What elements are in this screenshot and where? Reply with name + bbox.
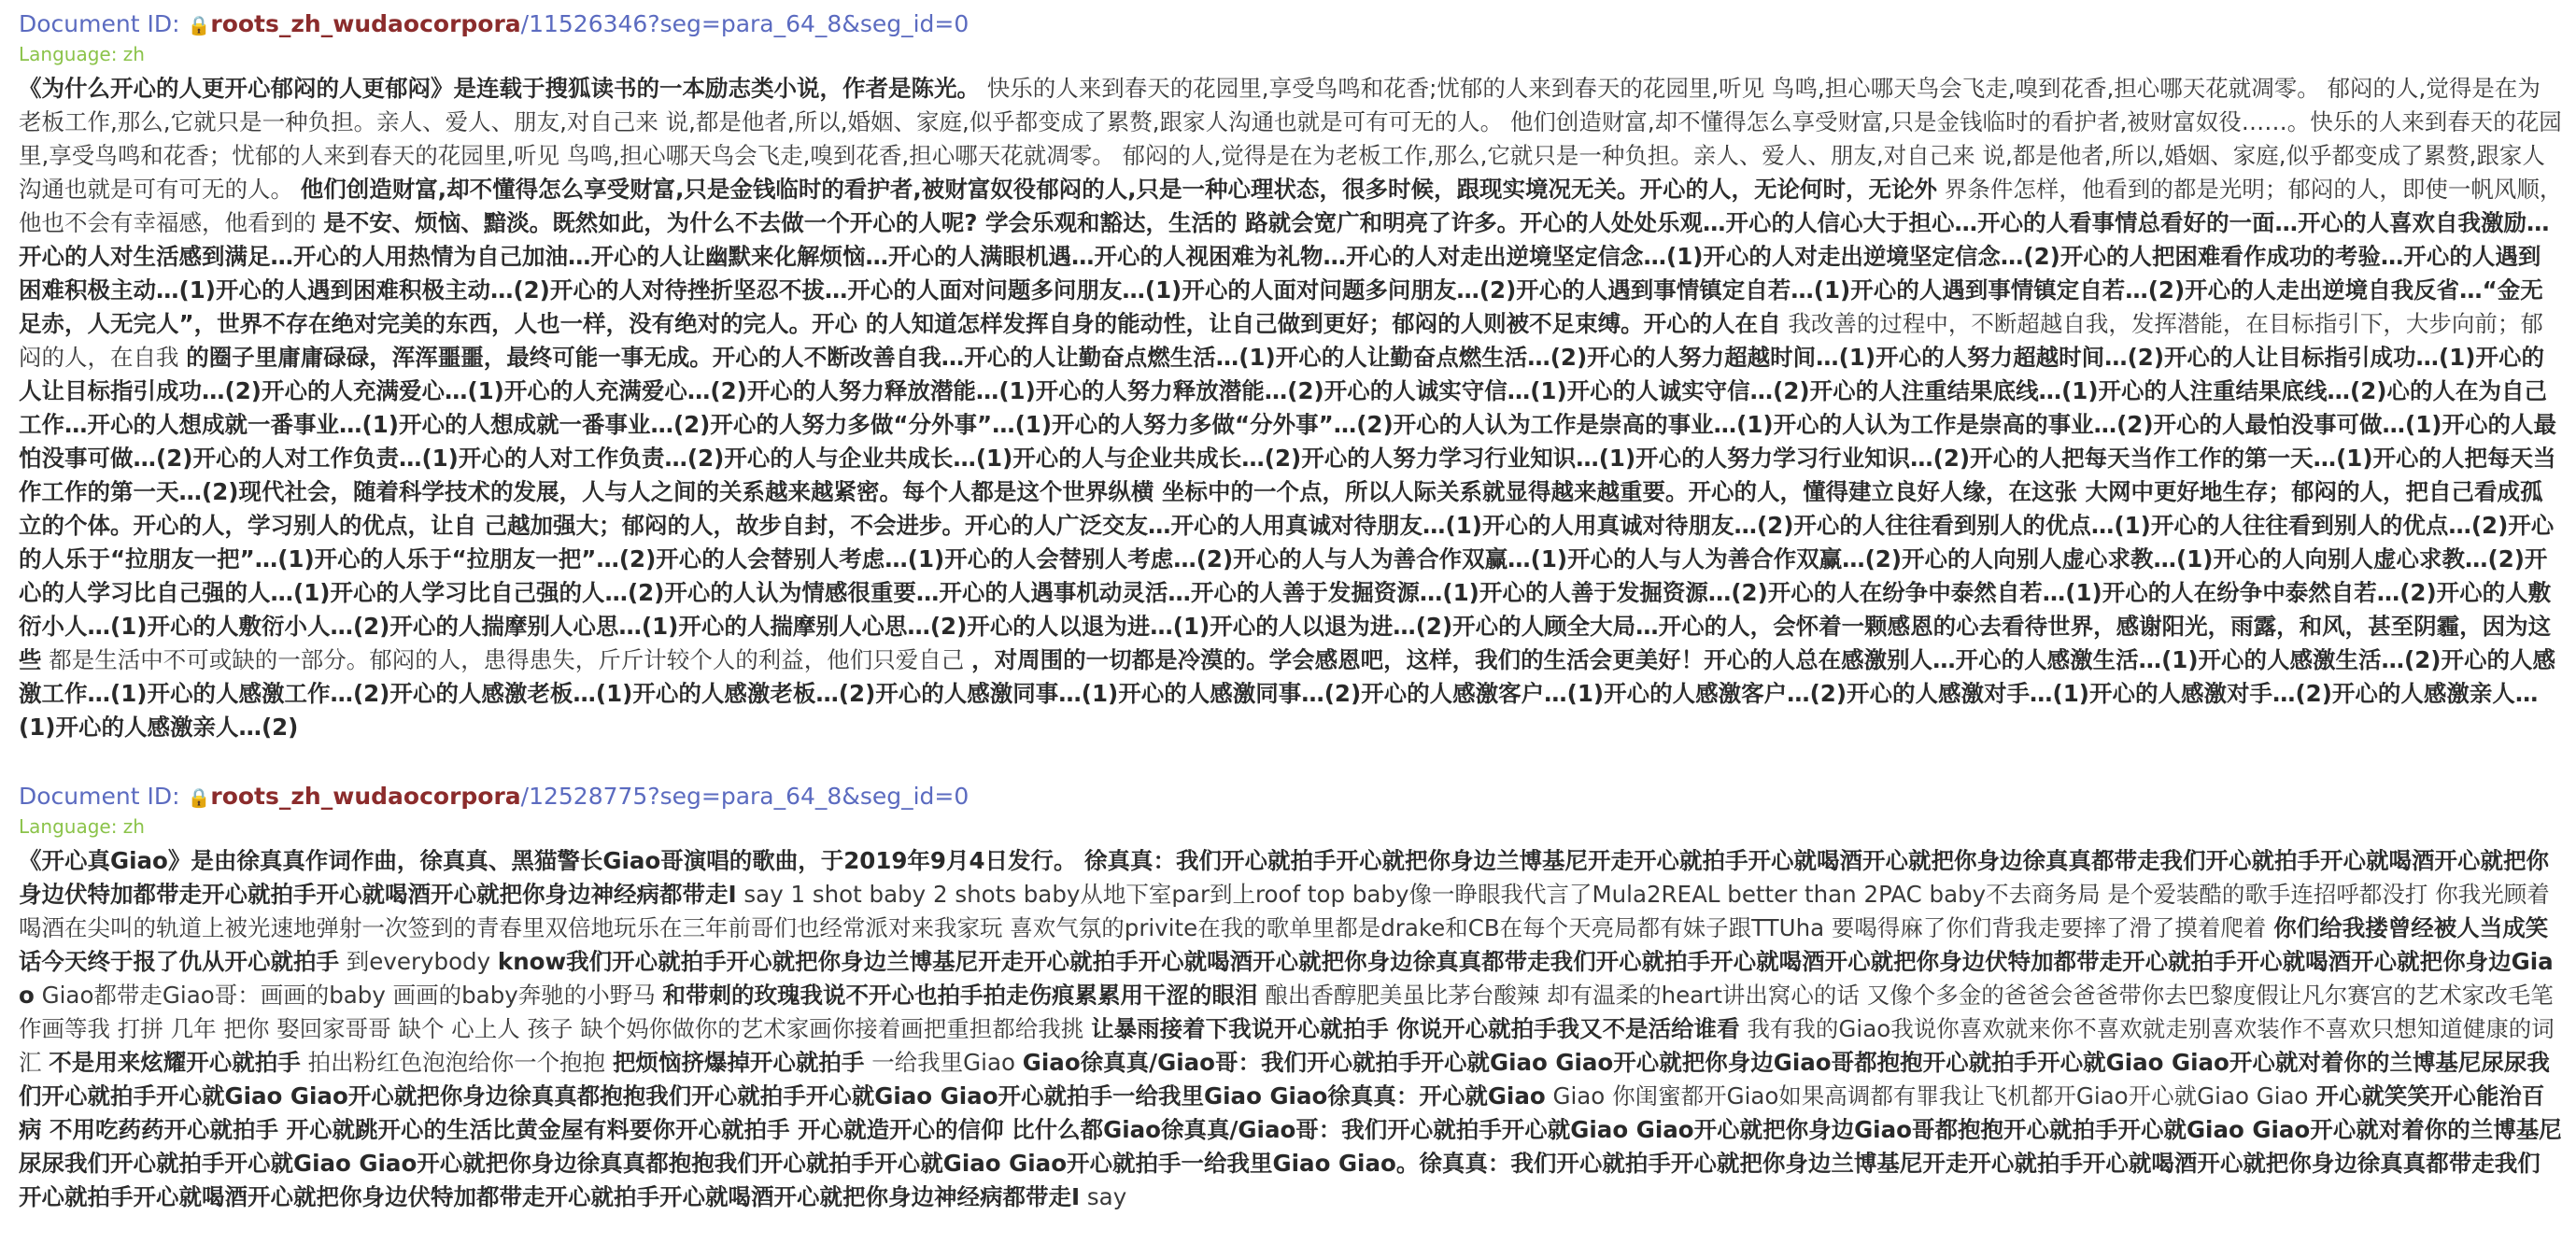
snippet-text: 一给我里Giao — [871, 1049, 1015, 1076]
document-snippet — [19, 72, 2563, 744]
snippet-text: 到everybody — [346, 948, 491, 975]
highlighted-text: 你们给我搂曾经被人当成笑话今天终于报了仇从开心就拍手 — [19, 914, 2549, 975]
snippet-text: 界条件怎样，他看到的都是光明；郁闷的人，即使一帆风顺，他也不会有幸福感，他看到的 — [19, 176, 2563, 236]
highlighted-text: 把烦恼挤爆掉开心就拍手 — [612, 1049, 865, 1076]
result-item — [19, 9, 2563, 744]
lock-icon: 🔒 — [187, 14, 211, 36]
snippet-text: say 1 shot baby 2 shots baby从地下室par到上roof top baby像一睁眼我代言了Mula2REAL better than 2PAC baby不去商务局 是个爱装酷的歌手连招呼都没打 你我光顾着喝酒在尖叫的轨道上被光速地弹射一次签到的青春里双倍地玩乐在三年前哥们也经常派对来我家玩 喜欢气氛的privite在我的歌单里都是drake和CB在每个天亮局都有妹子跟TTUha 要喝得麻了你们背我走要摔了滑了摸着爬着 — [19, 881, 2550, 941]
document-id-line — [19, 782, 2563, 813]
snippet-text: 快乐的人来到春天的花园里,享受鸟鸣和花香;忧郁的人来到春天的花园里,听见 鸟鸣,担心哪天鸟会飞走,嗅到花香,担心哪天花就凋零。 郁闷的人,觉得是在为老板工作,那么,它就只是一种负担。亲人、爱人、朋友,对自己来 说,都是他者,所以,婚姻、家庭,似乎都变成了累赘,跟家人沟通也就是可有可无的人。 他们创造财富,却不懂得怎么享受财富,只是金钱临时的看护者,被财富奴役……。快乐的人来到春天的花园里,享受鸟鸣和花香；忧郁的人来到春天的花园里,听见 鸟鸣,担心哪天鸟会飞走,嗅到花香,担心哪天花就凋零。 郁闷的人,觉得是在为老板工作,那么,它就只是一种负担。亲人、爱人、朋友,对自己来 说,都是他者,所以,婚姻、家庭,似乎都变成了累赘,跟家人沟通也就是可有可无的人。 — [19, 75, 2562, 203]
highlighted-text: 《为什么开心的人更开心郁闷的人更郁闷》是连载于搜狐读书的一本励志类小说，作者是陈光。 — [19, 75, 980, 102]
corpus-name: roots_zh_wudaocorpora — [210, 783, 521, 810]
lock-icon: 🔒 — [187, 786, 211, 809]
snippet-text: 我改善的过程中，不断超越自我，发挥潜能，在目标指引下，大步向前；郁闷的人，在自我 — [19, 310, 2543, 371]
document-link[interactable]: /12528775?seg=para_64_8&seg_id=0 — [520, 783, 970, 810]
snippet-text: 都是生活中不可或缺的一部分。郁闷的人，患得患失，斤斤计较个人的利益，他们只爱自己 — [49, 646, 965, 673]
highlighted-text: 《开心真Giao》是由徐真真作词作曲，徐真真、黑猫警长Giao哥演唱的歌曲，于2019年9月4日发行。 徐真真：我们开心就拍手开心就把你身边兰博基尼开走开心就拍手开心就喝酒开心就把你身边徐真真都带走我们开心就拍手开心就喝酒开心就把你身边伏特加都带走开心就拍手开心就喝酒开心就把你身边神经病都带走I — [19, 847, 2550, 908]
document-id-label: Document ID: — [19, 10, 180, 37]
result-item — [19, 782, 2563, 1214]
highlighted-text: 的圈子里庸庸碌碌，浑浑噩噩，最终可能一事无成。开心的人不断改善自我…开心的人让勤奋点燃生活…(1)开心的人让勤奋点燃生活…(2)开心的人努力超越时间…(1)开心的人努力超越时间…(2)开心的人让目标指引成功…(1)开心的人让目标指引成功…(2)开心的人充满爱心…(1)开心的人充满爱心…(2)开心的人努力释放潜能…(1)开心的人努力释放潜能…(2)开心的人诚实守信…(1)开心的人诚实守信…(2)开心的人注重结果底线…(1)开心的人注重结果底线…(2)心的人在为自己工作…开心的人想成就一番事业…(1)开心的人想成就一番事业…(2)开心的人努力多做“分外事”…(1)开心的人努力多做“分外事”…(2)开心的人认为工作是崇高的事业…(1)开心的人认为工作是崇高的事业…(2)开心的人最怕没事可做…(1)开心的人最怕没事可做…(2)开心的人对工作负责…(1)开心的人对工作负责…(2)开心的人与企业共成长…(1)开心的人与企业共成长…(2)开心的人努力学习行业知识…(1)开心的人努力学习行业知识…(2)开心的人把每天当作工作的第一天…(1)开心的人把每天当作工作的第一天…(2)现代社会，随着科学技术的发展，人与人之间的关系越来越紧密。每个人都是这个世界纵横 坐标中的一个点，所以人际关系就显得越来越重要。开心的人，懂得建立良好人缘，在这张 大网中更好地生存；郁闷的人，把自己看成孤立的个体。开心的人，学习别人的优点，让自 己越加强大；郁闷的人，故步自封，不会进步。开心的人广泛交友…开心的人用真诚对待朋友…(1)开心的人用真诚对待朋友…(2)开心的人往往看到别人的优点…(1)开心的人往往看到别人的优点…(2)开心的人乐于“拉朋友一把”…(1)开心的人乐于“拉朋友一把”…(2)开心的人会替别人考虑…(1)开心的人会替别人考虑…(2)开心的人与人为善合作双赢…(1)开心的人与人为善合作双赢…(2)开心的人向别人虚心求教…(1)开心的人向别人虚心求教…(2)开心的人学习比自己强的人…(1)开心的人学习比自己强的人…(2)开心的人认为情感很重要…开心的人遇事机动灵活…开心的人善于发掘资源…(1)开心的人善于发掘资源…(2)开心的人在纷争中泰然自若…(1)开心的人在纷争中泰然自若…(2)开心的人敷衍小人…(1)开心的人敷衍小人…(2)开心的人揣摩别人心思…(1)开心的人揣摩别人心思…(2)开心的人以退为进…(1)开心的人以退为进…(2)开心的人顾全大局…开心的人，会怀着一颗感恩的心去看待世界，感谢阳光，雨露，和风，甚至阴霾，因为这些 — [19, 344, 2556, 673]
highlighted-text: 和带刺的玫瑰我说不开心也拍手拍走伤痕累累用干涩的眼泪 — [662, 982, 1258, 1009]
snippet-text: Giao 你闺蜜都开Giao如果高调都有罪我让飞机都开Giao开心就Giao Giao — [1552, 1082, 2309, 1110]
document-id-label: Document ID: — [19, 783, 180, 810]
highlighted-text: ，对周围的一切都是冷漠的。学会感恩吧，这样，我们的生活会更美好！开心的人总在感激别人…开心的人感激生活…(1)开心的人感激生活…(2)开心的人感激工作…(1)开心的人感激工作…(2)开心的人感激老板…(1)开心的人感激老板…(2)开心的人感激同事…(1)开心的人感激同事…(2)开心的人感激客户…(1)开心的人感激客户…(2)开心的人感激对手…(1)开心的人感激对手…(2)开心的人感激亲人…(1)开心的人感激亲人…(2) — [19, 646, 2555, 741]
snippet-text: say — [1086, 1183, 1127, 1210]
highlighted-text: 是不安、烦恼、黯淡。既然如此，为什么不去做一个开心的人呢? 学会乐观和豁达，生活的 路就会宽广和明亮了许多。开心的人处处乐观…开心的人信心大于担心…开心的人看事情总看好的一面…开心的人喜欢自我激励…开心的人对生活感到满足…开心的人用热情为自己加油…开心的人让幽默来化解烦恼…开心的人满眼机遇…开心的人视困难为礼物…开心的人对走出逆境坚定信念…(1)开心的人对走出逆境坚定信念…(2)开心的人把困难看作成功的考验…开心的人遇到困难积极主动…(1)开心的人遇到困难积极主动…(2)开心的人对待挫折坚忍不拔…开心的人面对问题多问朋友…(1)开心的人面对问题多问朋友…(2)开心的人遇到事情镇定自若…(1)开心的人遇到事情镇定自若…(2)开心的人走出逆境自我反省…“金无足赤，人无完人”，世界不存在绝对完美的东西，人也一样，没有绝对的完人。开心 的人知道怎样发挥自身的能动性，让自己做到更好；郁闷的人则被不足束缚。开心的人在自 — [19, 209, 2550, 337]
document-snippet — [19, 844, 2563, 1214]
highlighted-text: know我们开心就拍手开心就把你身边兰博基尼开走开心就拍手开心就喝酒开心就把你身边徐真真都带走我们开心就拍手开心就喝酒开心就把你身边伏特加都带走开心就拍手开心就喝酒开心就把你身边Giao — [19, 948, 2554, 1009]
snippet-text: 拍出粉红色泡泡给你一个抱抱 — [307, 1049, 606, 1076]
highlighted-text: 不是用来炫耀开心就拍手 — [49, 1049, 301, 1076]
document-link[interactable]: /11526346?seg=para_64_8&seg_id=0 — [520, 10, 970, 37]
snippet-text: 我有我的Giao我说你喜欢就来你不喜欢就走别喜欢装作不喜欢只想知道健康的词汇 — [19, 1015, 2555, 1076]
language-tag: Language: zh — [19, 43, 145, 65]
snippet-text: Giao都带走Giao哥：画画的baby 画画的baby奔驰的小野马 — [41, 982, 656, 1009]
highlighted-text: 他们创造财富,却不懂得怎么享受财富,只是金钱临时的看护者,被财富奴役郁闷的人,只是一种心理状态，很多时候，跟现实境况无关。开心的人，无论何时，无论外 — [300, 176, 1938, 203]
snippet-text: 酿出香醇肥美虽比茅台酸辣 却有温柔的heart讲出窝心的话 又像个多金的爸爸会爸爸带你去巴黎度假让凡尔赛宫的艺术家改毛笔作画等我 打拼 几年 把你 娶回家哥哥 缺个 心上人 孩子 缺个妈你做你的艺术家画你接着画把重担都给我挑 — [19, 982, 2554, 1042]
highlighted-text: 开心就笑笑开心能治百病 不用吃药药开心就拍手 开心就跳开心的生活比黄金屋有料要你开心就拍手 开心就造开心的信仰 比什么都Giao徐真真/Giao哥：我们开心就拍手开心就Giao Giao开心就把你身边Giao哥都抱抱开心就拍手开心就Giao Giao开心就对着你的兰博基尼尿尿我们开心就拍手开心就Giao Giao开心就把你身边徐真真都抱抱我们开心就拍手开心就Giao Giao开心就拍手一给我里Giao Giao。徐真真：我们开心就拍手开心就把你身边兰博基尼开走开心就拍手开心就喝酒开心就把你身边徐真真都带走我们开心就拍手开心就喝酒开心就把你身边伏特加都带走开心就拍手开心就喝酒开心就把你身边神经病都带走I — [19, 1082, 2562, 1210]
highlighted-text: 让暴雨接着下我说开心就拍手 你说开心就拍手我又不是活给谁看 — [1091, 1015, 1740, 1042]
document-id-line — [19, 9, 2563, 40]
language-tag: Language: zh — [19, 815, 145, 838]
corpus-name: roots_zh_wudaocorpora — [210, 10, 521, 37]
highlighted-text: Giao徐真真/Giao哥：我们开心就拍手开心就Giao Giao开心就把你身边Giao哥都抱抱开心就拍手开心就Giao Giao开心就对着你的兰博基尼尿尿我们开心就拍手开心就Giao Giao开心就把你身边徐真真都抱抱我们开心就拍手开心就Giao Giao开心就拍手一给我里Giao Giao徐真真：开心就Giao — [19, 1049, 2550, 1110]
